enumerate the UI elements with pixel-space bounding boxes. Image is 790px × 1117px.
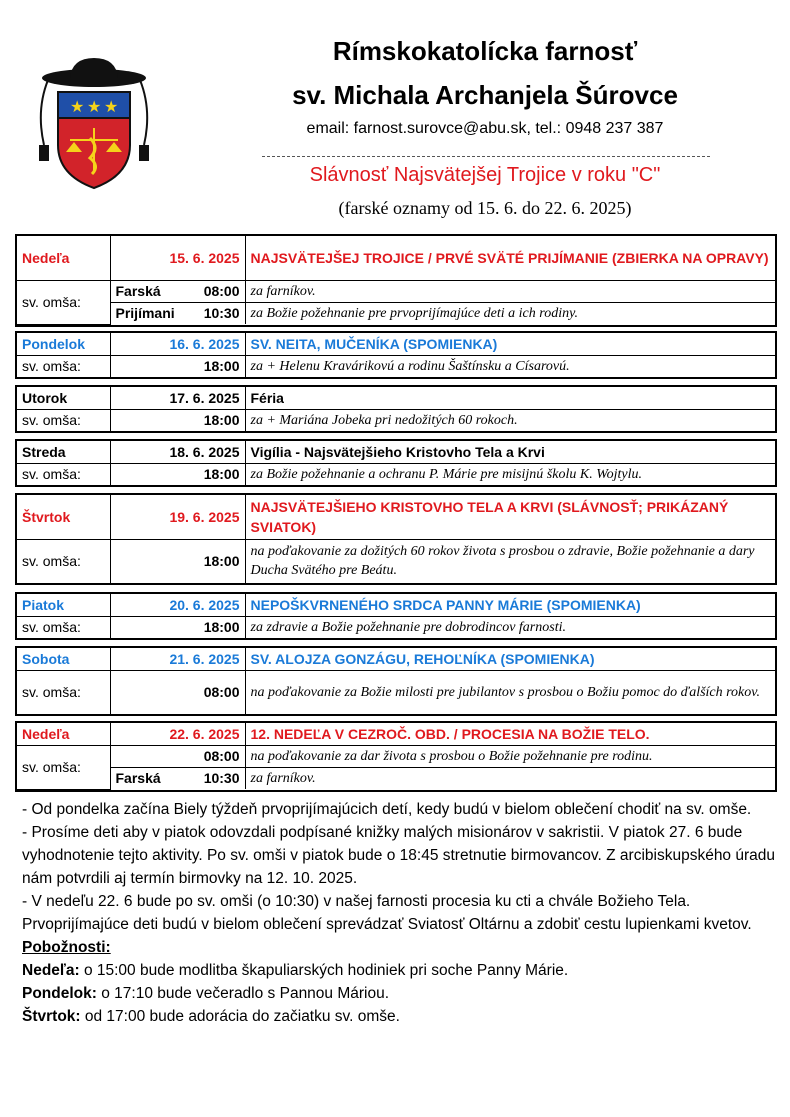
divider xyxy=(262,156,710,157)
devotion-item xyxy=(22,1005,782,1028)
parish-crest-icon xyxy=(30,50,158,190)
svg-text:★: ★ xyxy=(104,97,119,116)
devotion-text: o 15:00 bude modlitba škapuliarských hodiniek pri soche Panny Márie. xyxy=(79,962,569,979)
day-title: NEPOŠKVRNENÉHO SRDCA PANNY MÁRIE (SPOMIENKA) xyxy=(245,594,775,616)
mass-time: 08:00 xyxy=(203,748,240,764)
day-name: Nedeľa xyxy=(17,723,110,745)
mass-time: 18:00 xyxy=(110,355,245,377)
mass-time: 18:00 xyxy=(110,409,245,431)
devotion-text: o 17:10 bude večeradlo s Pannou Máriou. xyxy=(96,985,390,1002)
mass-intention: za Božie požehnanie pre prvoprijímajúce deti a ich rodiny. xyxy=(245,302,775,324)
day-name: Sobota xyxy=(17,648,110,670)
day-block-sunday-22 xyxy=(15,721,777,792)
day-block-sunday-15 xyxy=(15,234,777,327)
announcements xyxy=(22,798,782,1028)
mass-intention: na poďakovanie za Božie milosti pre jubilantov s prosbou o Božiu pomoc do ďalších rokov. xyxy=(245,670,775,714)
mass-type: Farská xyxy=(115,283,161,299)
day-title: NAJSVÄTEJŠEJ TROJICE / PRVÉ SVÄTÉ PRIJÍMANIE (ZBIERKA NA OPRAVY) xyxy=(245,236,775,280)
mass-intention: na poďakovanie za dar života s prosbou o Božie požehnanie pre rodinu. xyxy=(245,745,775,767)
day-title: Vigília - Najsvätejšieho Kristovho Tela a Krvi xyxy=(245,441,775,463)
mass-time: 18:00 xyxy=(110,616,245,638)
mass-label: sv. omša: xyxy=(17,670,110,714)
mass-intention: za farníkov. xyxy=(245,767,775,789)
devotion-item xyxy=(22,982,782,1005)
devotions-heading: Pobožnosti: xyxy=(22,939,111,956)
day-date: 16. 6. 2025 xyxy=(110,333,245,355)
announcement-item: - Prosíme deti aby v piatok odovzdali podpísané knižky malých misionárov v sakristii. V piatok 27. 6 bude vyhodnotenie tejto aktivity. Po sv. omši v piatok bude o 18:45 stretnutie birmovancov. Z arcibiskupského úradu nám potvrdili aj termín birmovky na 12. 10. 2025. xyxy=(22,824,776,887)
day-date: 21. 6. 2025 xyxy=(110,648,245,670)
devotion-day: Štvrtok: xyxy=(22,1008,81,1025)
parish-title: Rímskokatolícka farnosť xyxy=(332,36,638,66)
contact-info: email: farnost.surovce@abu.sk, tel.: 0948 237 387 xyxy=(306,120,664,137)
mass-label: sv. omša: xyxy=(17,616,110,638)
feast-title: Slávnosť Najsvätejšej Trojice v roku "C" xyxy=(309,164,661,186)
mass-label: sv. omša: xyxy=(17,280,110,324)
day-name: Piatok xyxy=(17,594,110,616)
day-title: Féria xyxy=(245,387,775,409)
day-title: NAJSVÄTEJŠIEHO KRISTOVHO TELA A KRVI (SLÁVNOSŤ; PRIKÁZANÝ SVIATOK) xyxy=(245,495,775,539)
mass-intention: na poďakovanie za dožitých 60 rokov života s prosbou o zdravie, Božie požehnanie a dary Ducha Svätého pre Beátu. xyxy=(245,539,775,583)
day-date: 18. 6. 2025 xyxy=(110,441,245,463)
day-block-saturday xyxy=(15,646,777,716)
day-title: SV. ALOJZA GONZÁGU, REHOĽNÍKA (SPOMIENKA) xyxy=(245,648,775,670)
announcement-period: (farské oznamy od 15. 6. do 22. 6. 2025) xyxy=(338,198,632,218)
day-date: 15. 6. 2025 xyxy=(110,236,245,280)
mass-type: Prijímani xyxy=(115,305,175,322)
mass-type: Farská xyxy=(115,770,161,787)
day-date: 20. 6. 2025 xyxy=(110,594,245,616)
day-date: 22. 6. 2025 xyxy=(110,723,245,745)
day-title: 12. NEDEĽA V CEZROČ. OBD. / PROCESIA NA BOŽIE TELO. xyxy=(245,723,775,745)
day-name: Streda xyxy=(17,441,110,463)
day-name: Utorok xyxy=(17,387,110,409)
mass-intention: za + Mariána Jobeka pri nedožitých 60 rokoch. xyxy=(245,409,775,431)
day-block-monday xyxy=(15,331,777,379)
svg-text:★: ★ xyxy=(87,97,102,116)
mass-label: sv. omša: xyxy=(17,355,110,377)
day-name: Štvrtok xyxy=(17,495,110,539)
mass-time: 08:00 xyxy=(203,283,240,299)
mass-intention: za zdravie a Božie požehnanie pre dobrodincov farnosti. xyxy=(245,616,775,638)
day-block-wednesday xyxy=(15,439,777,487)
header xyxy=(0,0,790,230)
day-title: SV. NEITA, MUČENÍKA (SPOMIENKA) xyxy=(245,333,775,355)
mass-intention: za Božie požehnanie a ochranu P. Márie pre misijnú školu K. Wojtylu. xyxy=(245,463,775,485)
mass-label: sv. omša: xyxy=(17,463,110,485)
mass-time: 18:00 xyxy=(110,539,245,583)
devotion-day: Nedeľa: xyxy=(22,962,80,979)
mass-time: 18:00 xyxy=(110,463,245,485)
day-name: Pondelok xyxy=(17,333,110,355)
day-block-friday xyxy=(15,592,777,640)
announcement-item: - Od pondelka začína Biely týždeň prvoprijímajúcich detí, kedy budú v bielom oblečení chodiť na sv. omše. xyxy=(22,801,752,818)
mass-label: sv. omša: xyxy=(17,745,110,789)
day-block-tuesday xyxy=(15,385,777,433)
mass-intention: za + Helenu Kravárikovú a rodinu Šaštínsku a Císarovú. xyxy=(245,355,775,377)
day-name: Nedeľa xyxy=(17,236,110,280)
devotion-item xyxy=(22,959,782,982)
mass-time: 10:30 xyxy=(203,770,240,787)
parish-subtitle: sv. Michala Archanjela Šúrovce xyxy=(292,80,678,110)
mass-label: sv. omša: xyxy=(17,539,110,583)
svg-text:★: ★ xyxy=(70,97,85,116)
devotion-day: Pondelok: xyxy=(22,985,97,1002)
mass-time: 10:30 xyxy=(203,305,240,322)
mass-intention: za farníkov. xyxy=(245,280,775,302)
day-date: 19. 6. 2025 xyxy=(110,495,245,539)
mass-time: 08:00 xyxy=(110,670,245,714)
announcement-item: - V nedeľu 22. 6 bude po sv. omši (o 10:30) v našej farnosti procesia ku cti a chvále Božieho Tela. Prvoprijímajúce deti budú v bielom oblečení sprevádzať Sviatosť Oltárnu a zdobiť cestu lupienkami kvetov. xyxy=(22,893,752,933)
day-date: 17. 6. 2025 xyxy=(110,387,245,409)
day-block-thursday xyxy=(15,493,777,585)
devotion-text: od 17:00 bude adorácia do začiatku sv. omše. xyxy=(80,1008,400,1025)
mass-label: sv. omša: xyxy=(17,409,110,431)
